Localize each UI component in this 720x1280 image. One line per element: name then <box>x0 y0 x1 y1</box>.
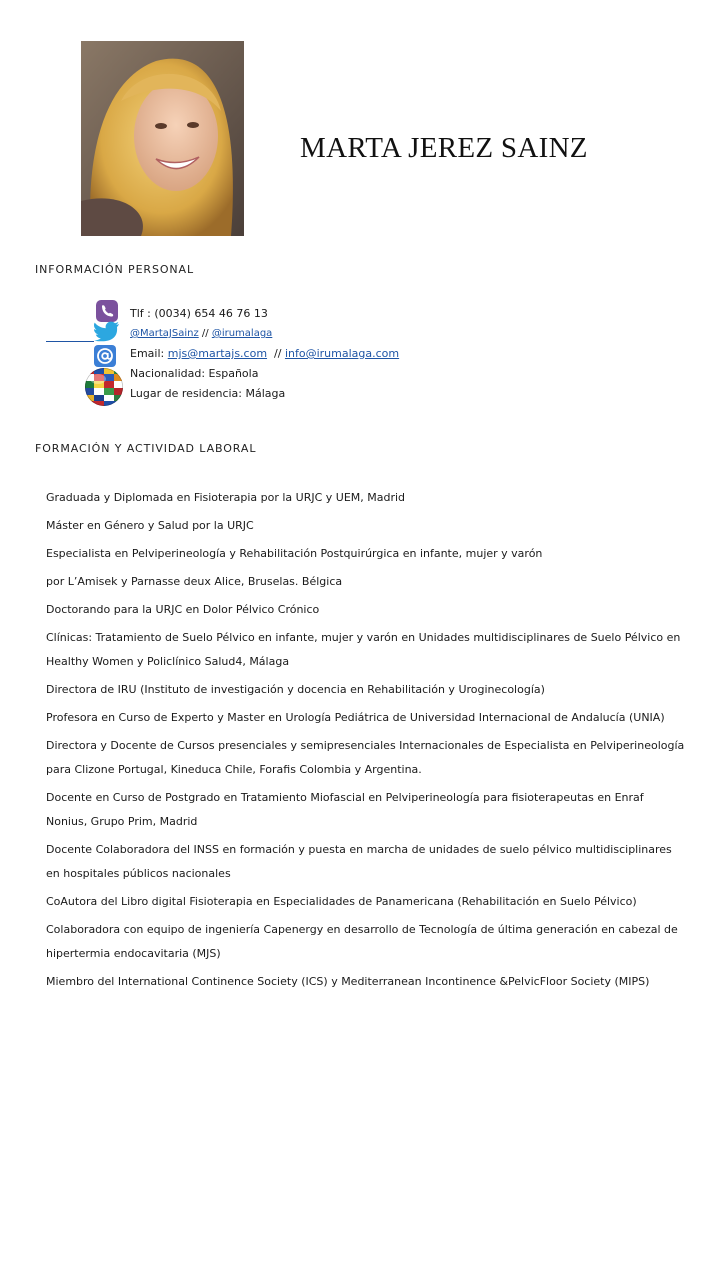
experience-item: Máster en Género y Salud por la URJC <box>46 519 254 532</box>
profile-photo-illustration <box>81 41 244 236</box>
experience-item: Directora de IRU (Instituto de investigación y docencia en Rehabilitación y Uroginecología) <box>46 683 545 696</box>
nationality-line: Nacionalidad: Española <box>130 367 259 380</box>
residence-line: Lugar de residencia: Málaga <box>130 387 286 400</box>
experience-item: CoAutora del Libro digital Fisioterapia en Especialidades de Panamericana (Rehabilitación en Suelo Pélvico) <box>46 895 637 908</box>
experience-item: Profesora en Curso de Experto y Master en Urología Pediátrica de Universidad Internacional de Andalucía (UNIA) <box>46 711 665 724</box>
person-name: MARTA JEREZ SAINZ <box>300 132 588 164</box>
email-line <box>130 346 399 362</box>
link-underline-decoration <box>46 341 94 342</box>
experience-item: Miembro del International Continence Society (ICS) y Mediterranean Incontinence &PelvicFloor Society (MIPS) <box>46 975 650 988</box>
email-link-irumalaga[interactable]: info@irumalaga.com <box>284 347 400 360</box>
twitter-bird-icon[interactable] <box>94 321 120 347</box>
email-link-martajs[interactable]: mjs@martajs.com <box>167 347 268 360</box>
personal-info-heading: INFORMACIÓN PERSONAL <box>35 263 194 276</box>
experience-item: por L’Amisek y Parnasse deux Alice, Bruselas. Bélgica <box>46 575 343 588</box>
twitter-link-irumalaga[interactable]: @irumalaga <box>211 328 273 339</box>
world-flags-globe-icon <box>84 367 124 411</box>
experience-item: Docente Colaboradora del INSS en formación y puesta en marcha de unidades de suelo pélvico multidisciplinares en hospitales públicos nacionales <box>46 843 672 880</box>
experience-heading: FORMACIÓN Y ACTIVIDAD LABORAL <box>35 442 257 455</box>
profile-photo <box>81 41 244 236</box>
email-label: Email: <box>130 347 168 360</box>
twitter-separator: // <box>198 328 212 339</box>
experience-item: Clínicas: Tratamiento de Suelo Pélvico en infante, mujer y varón en Unidades multidisciplinares de Suelo Pélvico en Healthy Women y Policlínico Salud4, Málaga <box>46 631 681 668</box>
twitter-line <box>130 326 272 342</box>
experience-item: Colaboradora con equipo de ingeniería Capenergy en desarrollo de Tecnología de última generación en cabezal de hipertermia endocavitaria (MJS) <box>46 923 678 960</box>
experience-list <box>46 486 686 998</box>
experience-item: Docente en Curso de Postgrado en Tratamiento Miofascial en Pelviperineología para fisioterapeutas en Enraf Nonius, Grupo Prim, Madrid <box>46 791 644 828</box>
experience-item: Doctorando para la URJC en Dolor Pélvico Crónico <box>46 603 320 616</box>
experience-item: Especialista en Pelviperineología y Rehabilitación Postquirúrgica en infante, mujer y varón <box>46 547 543 560</box>
experience-item: Graduada y Diplomada en Fisioterapia por la URJC y UEM, Madrid <box>46 491 406 504</box>
twitter-link-martajsainz[interactable]: @MartaJSainz <box>130 328 199 339</box>
email-separator: // <box>267 347 285 360</box>
experience-item: Directora y Docente de Cursos presenciales y semipresenciales Internacionales de Especialista en Pelviperineología para Clizone Portugal, Kineduca Chile, Forafis Colombia y Argentina. <box>46 739 685 776</box>
phone-line: Tlf : (0034) 654 46 76 13 <box>130 307 268 320</box>
